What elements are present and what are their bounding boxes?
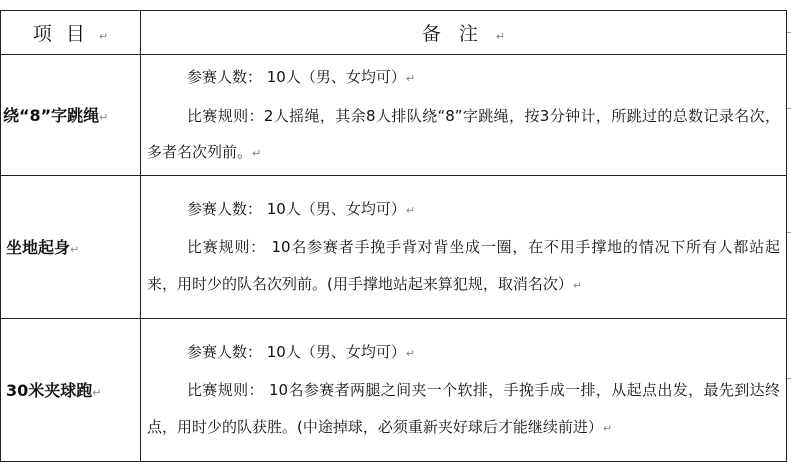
paragraph-mark-icon: ↵ xyxy=(495,30,506,43)
event-name: 绕“8”字跳绳 xyxy=(3,106,100,126)
paragraph-mark-icon: ↵ xyxy=(602,421,613,435)
paragraph-mark-icon: ↵ xyxy=(572,278,583,292)
row-end-marker xyxy=(787,32,791,33)
participants-text: 参赛人数： 10人（男、女均可） xyxy=(187,199,406,218)
table-row xyxy=(1,55,787,176)
events-table xyxy=(0,10,787,462)
event-name: 坐地起身 xyxy=(6,238,71,257)
paragraph-mark-icon: ↵ xyxy=(405,346,416,360)
paragraph-mark-icon: ↵ xyxy=(99,111,109,125)
event-notes-cell xyxy=(141,175,787,318)
event-name: 30米夹球跑 xyxy=(6,381,93,400)
row-end-marker xyxy=(787,378,791,379)
table-header-row xyxy=(1,11,787,55)
row-end-marker xyxy=(787,232,791,233)
event-name-cell xyxy=(1,318,141,461)
paragraph-mark-icon: ↵ xyxy=(252,147,262,160)
row-end-marker xyxy=(787,108,791,109)
event-name-cell xyxy=(1,55,141,176)
event-notes-cell xyxy=(141,55,787,176)
table-row xyxy=(1,318,787,461)
table-row xyxy=(1,175,787,318)
event-name-cell xyxy=(1,175,141,318)
participants-text: 参赛人数： 10人（男、女均可） xyxy=(187,342,406,361)
paragraph-mark-icon: ↵ xyxy=(92,386,102,399)
participants-text: 参赛人数： 10人（男、女均可） xyxy=(187,68,406,86)
event-notes-cell xyxy=(141,318,787,461)
paragraph-mark-icon: ↵ xyxy=(405,72,416,85)
header-item-cell xyxy=(1,11,141,55)
paragraph-mark-icon: ↵ xyxy=(98,30,109,43)
rules-text: 比赛规则： 10名参赛者手挽手背对背坐成一圈，在不用手撑地的情况下所有人都站起来，用时少的队名次列前。(用手撑地站起来算犯规，取消名次） xyxy=(147,238,780,293)
rules-text: 比赛规则：2人摇绳，其余8人排队绕“8”字跳绳，按3分钟计，所跳过的总数记录名次，多者名次列前。 xyxy=(147,106,780,161)
paragraph-mark-icon: ↵ xyxy=(70,243,80,256)
header-notes-label: 备注 xyxy=(421,23,496,45)
paragraph-mark-icon: ↵ xyxy=(405,203,416,217)
rules-text: 比赛规则： 10名参赛者两腿之间夹一个软排，手挽手成一排，从起点出发，最先到达终点，用时少的队获胜。(中途掉球，必须重新夹好球后才能继续前进） xyxy=(147,381,780,436)
header-notes-cell xyxy=(141,11,787,55)
header-item-label: 项目 xyxy=(32,23,99,45)
